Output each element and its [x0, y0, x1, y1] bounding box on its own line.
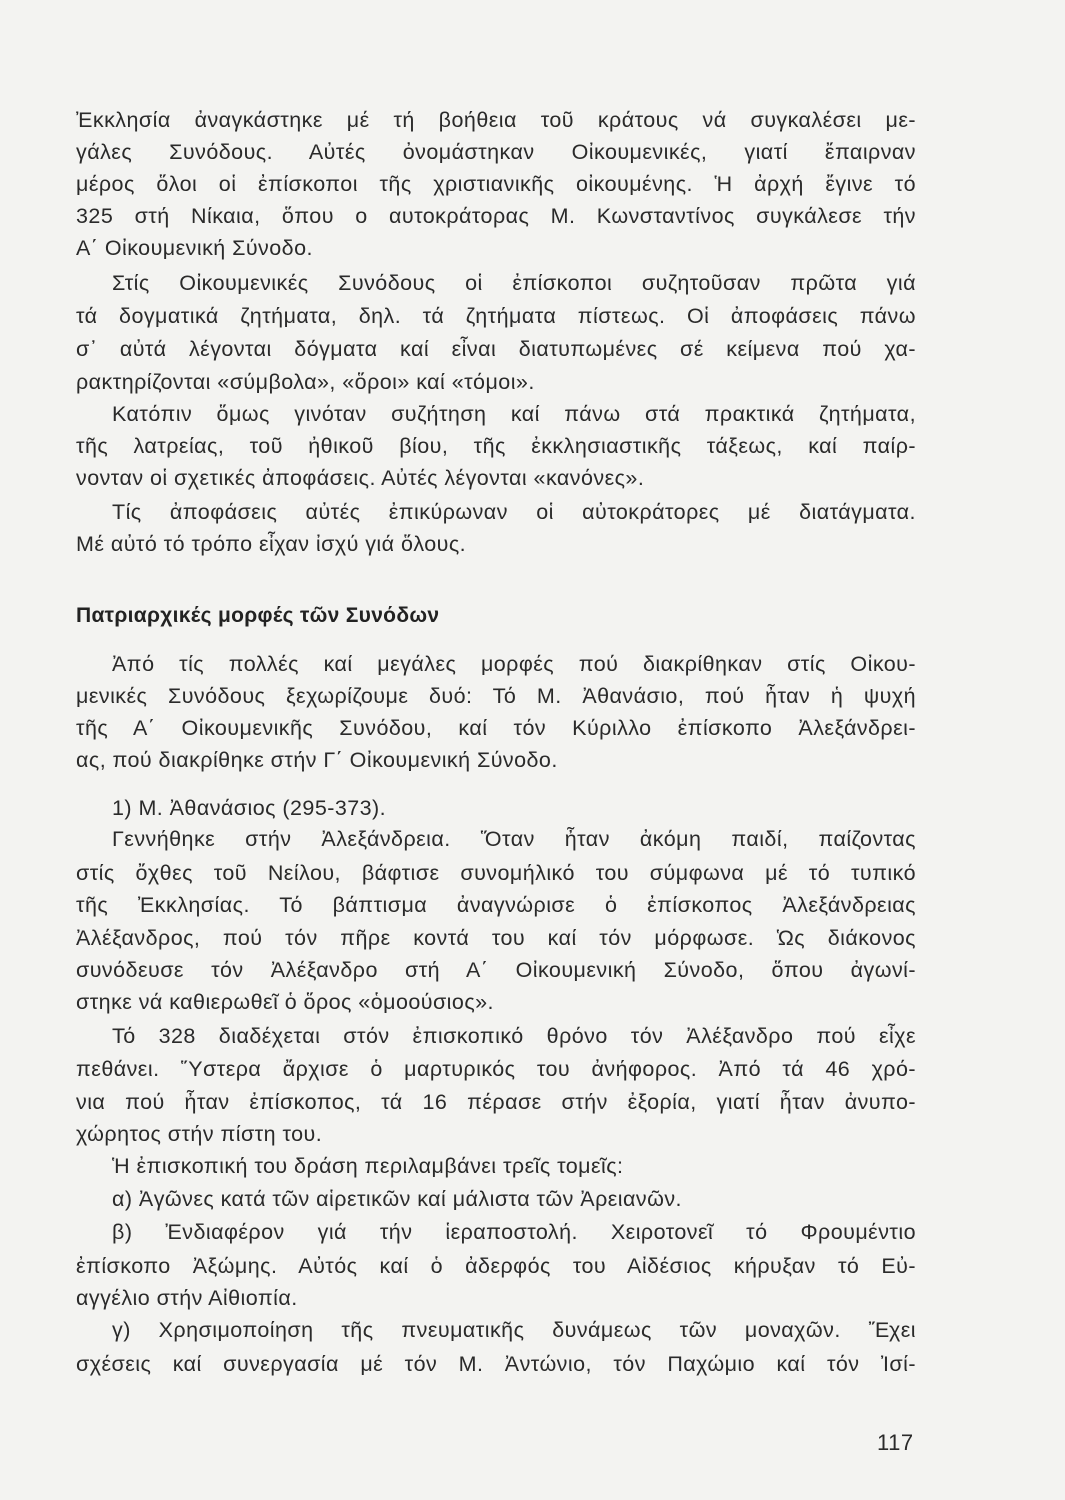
- text-line: ἐπίσκοπο Ἀξώμης. Αὐτός καί ὁ ἀδερφός του Αἰδέσιος κήρυξαν τό Εὐ-: [76, 1254, 916, 1278]
- text-line: Ἡ ἐπισκοπική του δράση περιλαμβάνει τρεῖς τομεῖς:: [112, 1154, 624, 1178]
- text-line: χώρητος στήν πίστη του.: [76, 1122, 323, 1146]
- text-line: γ) Χρησιμοποίηση τῆς πνευματικῆς δυνάμεως τῶν μοναχῶν. Ἔχει: [112, 1318, 916, 1342]
- text-line: τά δογματικά ζητήματα, δηλ. τά ζητήματα πίστεως. Οἱ ἀποφάσεις πάνω: [76, 304, 916, 328]
- text-line: τῆς Α΄ Οἰκουμενικῆς Συνόδου, καί τόν Κύριλλο ἐπίσκοπο Ἀλεξάνδρει-: [76, 716, 916, 740]
- text-line: γάλες Συνόδους. Αὐτές ὀνομάστηκαν Οἰκουμενικές, γιατί ἔπαιρναν: [76, 140, 916, 164]
- text-line: μενικές Συνόδους ξεχωρίζουμε δυό: Τό Μ. Ἀθανάσιο, πού ἦταν ἡ ψυχή: [76, 684, 916, 708]
- text-line: τῆς Ἐκκλησίας. Τό βάπτισμα ἀναγνώρισε ὁ ἐπίσκοπος Ἀλεξάνδρειας: [76, 893, 916, 917]
- text-line: συνόδευσε τόν Ἀλέξανδρο στή Α΄ Οἰκουμενική Σύνοδο, ὅπου ἀγωνί-: [76, 958, 916, 982]
- text-line: μέρος ὅλοι οἱ ἐπίσκοποι τῆς χριστιανικῆς οἰκουμένης. Ἡ ἀρχή ἔγινε τό: [76, 172, 916, 196]
- text-line: τῆς λατρείας, τοῦ ἠθικοῦ βίου, τῆς ἐκκλησιαστικῆς τάξεως, καί παίρ-: [76, 434, 916, 458]
- page-number: 117: [877, 1430, 914, 1455]
- text-line: στηκε νά καθιερωθεῖ ὁ ὅρος «ὁμοούσιος».: [76, 990, 494, 1014]
- text-line: Ἀλέξανδρος, πού τόν πῆρε κοντά του καί τόν μόρφωσε. Ὡς διάκονος: [76, 926, 916, 950]
- text-line: Τό 328 διαδέχεται στόν ἐπισκοπικό θρόνο τόν Ἀλέξανδρο πού εἶχε: [112, 1024, 916, 1048]
- text-line: Τίς ἀποφάσεις αὐτές ἐπικύρωναν οἱ αὐτοκράτορες μέ διατάγματα.: [112, 500, 916, 524]
- text-line: Στίς Οἰκουμενικές Συνόδους οἱ ἐπίσκοποι συζητοῦσαν πρῶτα γιά: [112, 271, 916, 295]
- text-line: Ἀπό τίς πολλές καί μεγάλες μορφές πού διακρίθηκαν στίς Οἰκου-: [112, 652, 916, 676]
- text-line: α) Ἀγῶνες κατά τῶν αἱρετικῶν καί μάλιστα τῶν Ἀρειανῶν.: [112, 1187, 682, 1211]
- text-line: Α΄ Οἰκουμενική Σύνοδο.: [76, 236, 313, 260]
- text-line: αγγέλιο στήν Αἰθιοπία.: [76, 1286, 298, 1310]
- text-line: στίς ὄχθες τοῦ Νείλου, βάφτισε συνομήλικό του σύμφωνα μέ τό τυπικό: [76, 861, 916, 885]
- text-line: β) Ἐνδιαφέρον γιά τήν ἱεραποστολή. Χειροτονεῖ τό Φρουμέντιο: [112, 1220, 916, 1244]
- text-line: νονταν οἱ σχετικές ἀποφάσεις. Αὐτές λέγονται «κανόνες».: [76, 466, 645, 490]
- text-line: ρακτηρίζονται «σύμβολα», «ὅροι» καί «τόμοι».: [76, 370, 535, 394]
- text-line: Γεννήθηκε στήν Ἀλεξάνδρεια. Ὅταν ἦταν ἀκόμη παιδί, παίζοντας: [112, 827, 916, 851]
- section-heading: Πατριαρχικές μορφές τῶν Συνόδων: [76, 604, 440, 627]
- text-line: Κατόπιν ὅμως γινόταν συζήτηση καί πάνω στά πρακτικά ζητήματα,: [112, 402, 916, 426]
- text-line: σχέσεις καί συνεργασία μέ τόν Μ. Ἀντώνιο, τόν Παχώμιο καί τόν Ἰσί-: [76, 1352, 916, 1376]
- text-line: 1) Μ. Ἀθανάσιος (295-373).: [112, 796, 387, 820]
- text-line: ας, πού διακρίθηκε στήν Γ΄ Οἰκουμενική Σύνοδο.: [76, 748, 558, 772]
- text-line: πεθάνει. Ὕστερα ἄρχισε ὁ μαρτυρικός του ἀνήφορος. Ἀπό τά 46 χρό-: [76, 1057, 916, 1081]
- text-line: Μέ αὐτό τό τρόπο εἶχαν ἰσχύ γιά ὅλους.: [76, 532, 467, 556]
- text-line: Ἐκκλησία ἀναγκάστηκε μέ τή βοήθεια τοῦ κράτους νά συγκαλέσει με-: [76, 108, 916, 132]
- text-line: 325 στή Νίκαια, ὅπου ο αυτοκράτορας Μ. Κωνσταντίνος συγκάλεσε τήν: [76, 204, 916, 228]
- text-line: σ᾽ αὐτά λέγονται δόγματα καί εἶναι διατυπωμένες σέ κείμενα πού χα-: [76, 337, 916, 361]
- text-line: νια πού ἦταν ἐπίσκοπος, τά 16 πέρασε στήν ἐξορία, γιατί ἦταν ἀνυπο-: [76, 1090, 916, 1114]
